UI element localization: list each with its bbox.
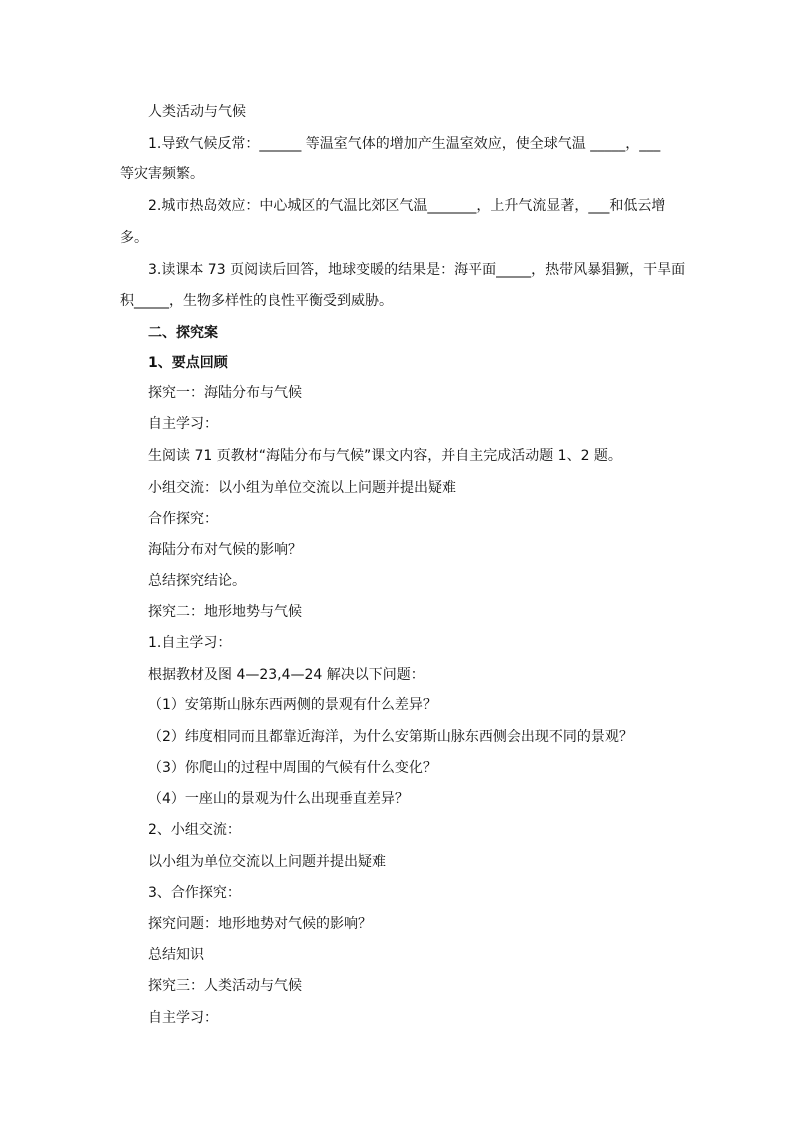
paragraph-line: 自主学习：	[148, 1010, 218, 1026]
section-heading: 二、探究案	[148, 325, 218, 341]
paragraph-line: 2.城市热岛效应：中心城区的气温比郊区气温_______，上升气流显著，___和低云增	[148, 198, 666, 214]
paragraph-line: 1.自主学习：	[148, 635, 232, 651]
heading-human-activity: 人类活动与气候	[148, 104, 246, 120]
paragraph-line: 海陆分布对气候的影响？	[148, 542, 302, 558]
paragraph-line: 总结探究结论。	[148, 573, 246, 589]
paragraph-line: 探究三：人类活动与气候	[148, 978, 302, 994]
paragraph-line: 积_____，生物多样性的良性平衡受到威胁。	[120, 293, 393, 309]
paragraph-line: 2、小组交流：	[148, 822, 241, 838]
paragraph-line: 生阅读 71 页教材“海陆分布与气候”课文内容，并自主完成活动题 1、2 题。	[148, 448, 622, 464]
paragraph-line: 以小组为单位交流以上问题并提出疑难	[148, 854, 386, 870]
paragraph-line: 根据教材及图 4—23,4—24 解决以下问题：	[148, 667, 425, 683]
subsection-heading: 1、要点回顾	[148, 355, 228, 371]
paragraph-line: 探究二：地形地势与气候	[148, 604, 302, 620]
paragraph-line: 合作探究：	[148, 511, 218, 527]
paragraph-line: 等灾害频繁。	[120, 166, 204, 182]
paragraph-line: 多。	[120, 230, 148, 246]
paragraph-line: 自主学习：	[148, 416, 218, 432]
question-item: （3）你爬山的过程中周围的气候有什么变化？	[148, 760, 437, 776]
paragraph-line: 总结知识	[148, 947, 204, 963]
question-item: （1）安第斯山脉东西两侧的景观有什么差异？	[148, 697, 437, 713]
question-item: （2）纬度相同而且都靠近海洋，为什么安第斯山脉东西侧会出现不同的景观？	[148, 729, 633, 745]
paragraph-line: 3、合作探究：	[148, 885, 241, 901]
paragraph-line: 1.导致气候反常：______ 等温室气体的增加产生温室效应，使全球气温 _____，___	[148, 136, 661, 152]
question-item: （4）一座山的景观为什么出现垂直差异？	[148, 791, 409, 807]
paragraph-line: 探究一：海陆分布与气候	[148, 385, 302, 401]
paragraph-line: 3.读课本 73 页阅读后回答，地球变暖的结果是：海平面_____，热带风暴猖獗，干旱面	[148, 262, 686, 278]
paragraph-line: 小组交流：以小组为单位交流以上问题并提出疑难	[148, 480, 456, 496]
paragraph-line: 探究问题：地形地势对气候的影响？	[148, 916, 372, 932]
